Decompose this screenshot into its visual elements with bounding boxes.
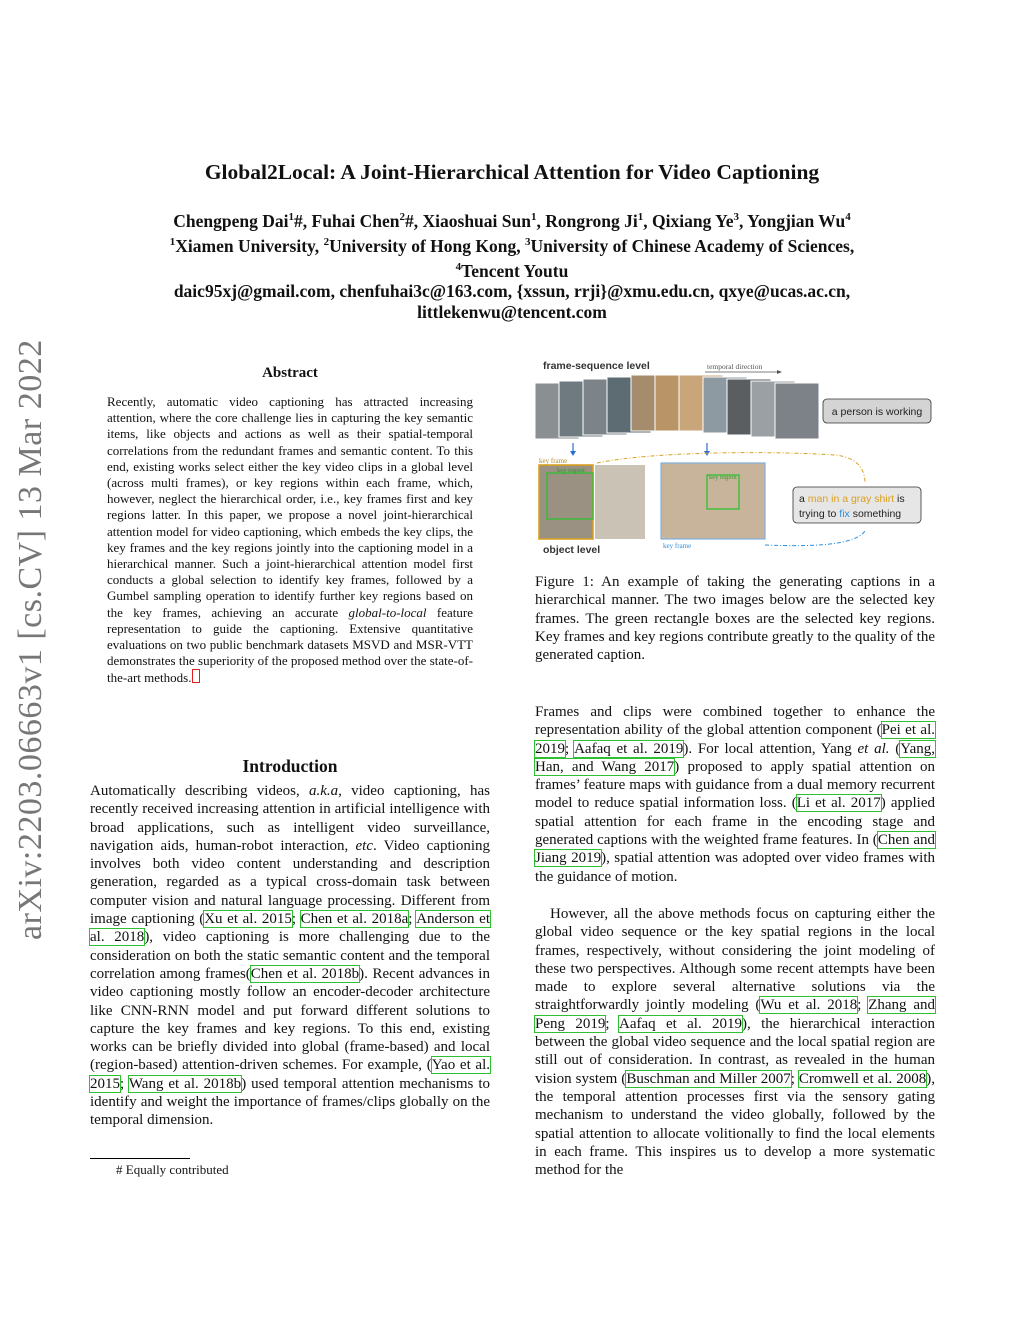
citation-link[interactable]: Xu et al. 2015	[204, 911, 292, 928]
caption-local-line2: trying to fix something	[799, 508, 902, 520]
frame-level-label: frame-sequence level	[543, 360, 650, 372]
right-column-paragraph-2: However, all the above methods focus on capturing either the global video sequence or the key spatial regions in the local frames, respectively, without considering the joint modeling of these two perspectives. Although some recent attempts have been made to explore several alternative solutions via the straightforwardly jointly modeling (Wu et al. 2018; Zhang and Peng 2019; Aafaq et al. 2019), the hierarchical interaction between the global video sequence and the local spatial region are still out of consideration. In contrast, as revealed in the human vision system (Buschman and Miller 2007; Cromwell et al. 2008), the temporal attention processes first via the sensory gating mechanism to understand the video globally, followed by the spatial attention to allocate volitionally to find the local elements in each frame. This inspires us to develop a more systematic method for the	[535, 906, 935, 1179]
citation-link[interactable]: Anderson et al. 2018	[90, 911, 490, 946]
citation-link[interactable]: Wu et al. 2018	[760, 997, 858, 1014]
temporal-direction-label: temporal direction	[707, 362, 763, 371]
key-region-label: key region	[557, 467, 585, 474]
author-block	[0, 207, 1024, 323]
affiliation-tencent: $^4$Tencent Youtu	[455, 260, 569, 281]
key-region-label: key region	[709, 474, 737, 481]
abstract-text: Recently, automatic video captioning has attracted increasing attention, where the core challenge lies in capturing the key semantic items, like objects and actions as well as their spatial-temporal correlations from the redundant frames and semantic content. To this end, existing works select either the key video clips in a global level (across multi frames), or key regions within each frame, which, however, neglect the hierarchical order, i.e., key frames first and key regions latter. In this paper, we propose a novel joint-hierarchical attention model for video captioning, which embeds the key clips, the key frames and the key regions jointly into the captioning model in a hierarchical manner. Such a joint-hierarchical attention model first conducts a global selection to identify key frames, followed by a Gumbel sampling operation to identify further key regions based on the key frames, achieving an accurate global-to-local feature representation to guide the captioning. Extensive quantitative evaluations on two public benchmark datasets MSVD and MSR-VTT demonstrates the superiority of the proposed method over the state-of-the-art methods.	[107, 394, 473, 686]
emails: daic95xj@gmail.com, chenfuhai3c@163.com, {xssun, rrji}@xmu.edu.cn, qxye@ucas.ac.cn,	[173, 281, 851, 302]
citation-link[interactable]: Li et al. 2017	[796, 795, 881, 812]
emails-2: littlekenwu@tencent.com	[417, 302, 607, 323]
right-column-paragraph-1: Frames and clips were combined together to enhance the representation ability of the global attention component (Pei et al. 2019; Aafaq et al. 2019). For local attention, Yang et al. (Yang, Han, and Wang 2017) proposed to apply spatial attention on frames’ feature maps with guidance from a dual memory recurrent model to reduce spatial information loss. (Li et al. 2017) applied spatial attention for each frame in the encoding stage and generated captions with the weighted frame features. In (Chen and Jiang 2019), spatial attention was adopted over video frames with the guidance of motion.	[535, 704, 936, 885]
selection-arrow-head	[570, 451, 576, 456]
author-list: Chengpeng Dai$^1$#, Fuhai Chen$^2$#, Xiaoshuai Sun$^1$, Rongrong Ji$^1$, Qixiang Ye$^3$, Yongjian Wu$^4$	[173, 210, 851, 231]
figure-1	[535, 355, 935, 555]
citation-link[interactable]: Cromwell et al. 2008	[798, 1070, 927, 1087]
object-level-label: object level	[543, 544, 601, 555]
abstract-heading: Abstract	[262, 365, 318, 381]
key-frame-link-blue	[765, 531, 865, 546]
citation-link[interactable]: Pei et al. 2019	[535, 722, 935, 757]
citation-link[interactable]: Chen et al. 2018b	[250, 965, 360, 982]
key-frame-1-context	[595, 465, 645, 539]
citation-link[interactable]: Zhang and Peng 2019	[535, 997, 935, 1032]
arxiv-identifier: arXiv:2203.06663v1 [cs.CV] 13 Mar 2022	[12, 339, 49, 940]
citation-link[interactable]: Yang, Han, and Wang 2017	[535, 740, 936, 775]
footnote: # Equally contributed	[116, 1162, 229, 1177]
citation-link[interactable]: Yao et al. 2015	[90, 1057, 491, 1092]
citation-link[interactable]: Buschman and Miller 2007	[626, 1070, 791, 1087]
video-frame	[775, 383, 819, 439]
figure-caption: Figure 1: An example of taking the generating captions in a hierarchical manner. The two images below are the selected key frames. The green rectangle boxes are the selected key regions. Key frames and key regions contribute greatly to the quality of the generated caption.	[535, 574, 935, 664]
introduction-text: Automatically describing videos, a.k.a, video captioning, has recently received increasing attention in artificial intelligence with broad applications, such as intelligent video surveillance, navigation aids, human-robot interaction, etc. Video captioning involves both video content understanding and description generation, regarded as a typical cross-domain task between computer vision and natural language processing. Different from image captioning (Xu et al. 2015; Chen et al. 2018a; Anderson et al. 2018), video captioning is more challenging due to the consideration on both the static semantic content and the temporal correlation among frames(Chen et al. 2018b). Recent advances in video captioning mostly follow an encoder-decoder architecture like CNN-RNN model and put forward different solutions to capture the key frames and key regions. To this end, existing works can be briefly divided into global (frame-based) and local (region-based) attention-driven schemes. For example, (Yao et al. 2015; Wang et al. 2018b) used temporal attention mechanisms to identify and weight the importance of frames/clips globally on the temporal dimension.	[90, 783, 491, 1129]
citation-link[interactable]: Aafaq et al. 2019	[619, 1015, 743, 1032]
caption-global-text: a person is working	[831, 406, 923, 418]
frame-sequence	[535, 375, 819, 439]
temporal-arrow-head	[777, 370, 782, 374]
affiliations: $^1$Xiamen University, $^2$University of Hong Kong, $^3$University of Chinese Academy of Sciences,	[169, 235, 855, 256]
citation-link[interactable]: Aafaq et al. 2019	[574, 740, 684, 757]
footnote-rule	[90, 1158, 190, 1159]
citation-link[interactable]: Wang et al. 2018b	[128, 1075, 242, 1092]
caption-local-line1: a man in a gray shirt is	[799, 493, 905, 505]
citation-link[interactable]: Chen et al. 2018a	[300, 911, 409, 928]
key-frame-label: key frame	[539, 457, 568, 465]
footnote-link-marker[interactable]	[192, 669, 200, 683]
paper-title: Global2Local: A Joint-Hierarchical Attention for Video Captioning	[204, 160, 820, 184]
introduction-heading: Introduction	[242, 756, 338, 776]
key-frame-label: key frame	[663, 542, 692, 550]
citation-link[interactable]: Chen and Jiang 2019	[535, 832, 935, 867]
